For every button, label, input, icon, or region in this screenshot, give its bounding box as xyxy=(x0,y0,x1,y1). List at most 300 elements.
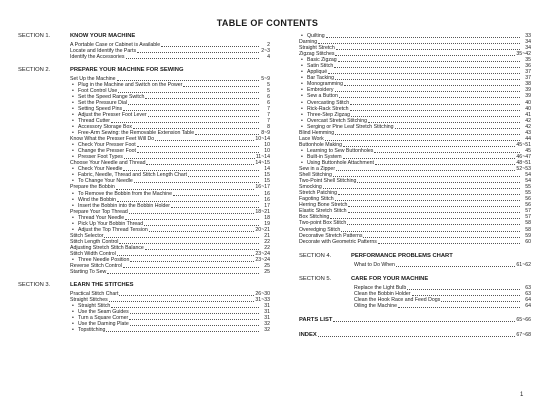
dot-leader xyxy=(145,246,259,250)
entry-label: Learning to Sew Buttonholes xyxy=(307,147,374,154)
toc-entry[interactable] xyxy=(354,262,531,268)
dot-leader xyxy=(124,155,255,159)
toc-entry[interactable] xyxy=(354,303,531,309)
entry-page: 45 xyxy=(525,147,531,154)
bullet-icon: • xyxy=(301,147,303,154)
entry-label: Prepare Your Top Thread xyxy=(70,208,128,215)
entry-label: Elastic Stretch Stitch xyxy=(299,208,347,215)
dot-leader xyxy=(347,221,520,225)
dot-leader xyxy=(161,43,259,47)
entry-page: 11~14 xyxy=(255,154,270,161)
dot-leader xyxy=(343,143,515,147)
dot-leader xyxy=(335,197,520,201)
dot-leader xyxy=(109,298,255,302)
entry-page: 63 xyxy=(525,290,531,297)
dot-leader xyxy=(107,270,259,274)
entry-page: 10 xyxy=(264,148,270,155)
entry-label: Straight Stitch xyxy=(78,302,111,309)
entry-page: 37 xyxy=(525,69,531,76)
entry-label: Quilting xyxy=(307,33,325,39)
dot-leader xyxy=(330,215,520,219)
dot-leader xyxy=(130,258,254,262)
entry-label: Stitch Width Control xyxy=(70,251,116,257)
bullet-icon: • xyxy=(301,123,303,130)
entry-label: To Remove the Bobbin from the Machine xyxy=(78,190,172,197)
section-title: LEARN THE STITCHES xyxy=(70,281,134,288)
entry-page: 57 xyxy=(525,214,531,221)
toc-section xyxy=(18,33,270,60)
entry-label: Foot Control Use xyxy=(78,87,118,94)
entry-page: 10 xyxy=(264,142,270,149)
dot-leader xyxy=(130,322,259,326)
dot-leader xyxy=(348,209,520,213)
dot-leader xyxy=(117,198,259,202)
dot-leader xyxy=(368,119,520,123)
entry-page: 64 xyxy=(525,296,531,303)
entry-label: Reverse Stitch Control xyxy=(70,263,122,270)
entry-page: 55 xyxy=(525,184,531,191)
toc-section xyxy=(18,67,270,276)
entry-label: Adjust the Presser Foot Lever xyxy=(78,111,147,118)
dot-leader xyxy=(333,318,515,322)
dot-leader xyxy=(130,310,259,314)
entry-page: 37 xyxy=(525,75,531,82)
entry-page: 42 xyxy=(525,123,531,130)
entry-page: 18~21 xyxy=(255,208,270,215)
dot-leader xyxy=(343,155,516,159)
entry-page: 60 xyxy=(525,238,531,245)
dot-leader xyxy=(137,149,259,153)
section-number: SECTION 4. xyxy=(299,252,332,259)
entry-page: 40 xyxy=(525,99,531,106)
entry-label: Decorative Stretch Patterns xyxy=(299,232,363,239)
bullet-icon: • xyxy=(301,111,303,118)
dot-leader xyxy=(338,58,520,62)
entry-label: Practical Stitch Chart xyxy=(70,290,119,297)
toc-entry[interactable] xyxy=(70,327,270,333)
dot-leader xyxy=(323,185,520,189)
entry-page: 19 xyxy=(264,220,270,227)
dot-leader xyxy=(104,234,259,238)
dot-leader xyxy=(363,234,520,238)
entry-label: Insert the Bobbin into the Bobbin Holder xyxy=(78,202,170,209)
bullet-icon: • xyxy=(301,75,303,82)
entry-page: 56 xyxy=(525,202,531,209)
dot-leader xyxy=(339,94,520,98)
entry-page: 64 xyxy=(525,302,531,309)
entry-page: 57 xyxy=(525,208,531,215)
dot-leader xyxy=(335,131,520,135)
entry-page: 42 xyxy=(525,117,531,124)
entry-page: 16~17 xyxy=(255,184,270,191)
bullet-icon: • xyxy=(72,81,74,88)
entry-label: Stitch Length Control xyxy=(70,238,119,245)
section-heading xyxy=(299,253,531,260)
toc-left-column xyxy=(18,33,270,333)
entry-page: 58 xyxy=(525,220,531,227)
entry-page: 34 xyxy=(525,45,531,52)
bullet-icon: • xyxy=(301,105,303,112)
entry-label: Overcasting Stitch xyxy=(307,99,350,106)
entry-label: Straight Stretch xyxy=(299,45,335,52)
dot-leader xyxy=(338,191,520,195)
entry-page: 45~51 xyxy=(516,141,531,148)
entry-page: 44 xyxy=(525,135,531,142)
entry-label: Zigzag Stitches xyxy=(299,51,335,58)
entry-page: 55 xyxy=(525,190,531,197)
index-entry-page: 67~68 xyxy=(516,331,531,338)
bullet-icon: • xyxy=(301,69,303,76)
dot-leader xyxy=(137,143,259,147)
entry-page: 31~33 xyxy=(255,296,270,303)
dot-leader xyxy=(350,101,520,105)
section-title: PERFORMANCE PROBLEMS CHART xyxy=(351,252,453,259)
bullet-icon: • xyxy=(72,172,74,179)
entry-page: 25 xyxy=(264,269,270,276)
dot-leader xyxy=(149,228,255,232)
section-entries xyxy=(70,291,270,333)
entry-page: 32 xyxy=(264,326,270,333)
entry-label: Sew in a Zipper xyxy=(299,166,336,173)
entry-page: 39 xyxy=(525,87,531,94)
entry-page: 5 xyxy=(267,87,270,94)
dot-leader xyxy=(126,55,260,59)
dot-leader xyxy=(173,192,259,196)
dot-leader xyxy=(106,328,259,332)
dot-leader xyxy=(350,107,520,111)
entry-page: 59 xyxy=(525,232,531,239)
bullet-icon: • xyxy=(72,93,74,100)
entry-label: Stitch Selector xyxy=(70,232,104,239)
bullet-icon: • xyxy=(301,87,303,94)
bullet-icon: • xyxy=(301,33,303,39)
dot-leader xyxy=(351,113,520,117)
bullet-icon: • xyxy=(72,142,74,149)
entry-label: Thread Cutter xyxy=(78,117,111,124)
entry-label: Lace Work xyxy=(299,135,324,142)
entry-page: 25 xyxy=(264,263,270,270)
dot-leader xyxy=(117,252,255,256)
entry-label: Sew a Button xyxy=(307,93,338,100)
dot-leader xyxy=(326,34,520,38)
entry-label: Check Your Presser Foot xyxy=(78,142,136,149)
section-heading xyxy=(18,33,270,40)
bullet-icon: • xyxy=(72,314,74,321)
toc-section xyxy=(299,276,531,309)
entry-label: Fabric, Needle, Thread and Stitch Length Chart xyxy=(78,172,187,179)
entry-page: 14 xyxy=(264,166,270,173)
entry-label: Decorate with Geometric Patterns xyxy=(299,238,377,245)
entry-label: Darning xyxy=(299,39,318,46)
dot-leader xyxy=(335,88,520,92)
entry-page: 58 xyxy=(525,226,531,233)
dot-leader xyxy=(119,292,254,296)
entry-page: 2 xyxy=(267,42,270,48)
entry-label: Rick-Rack Stretch xyxy=(307,105,349,112)
index-entry[interactable] xyxy=(299,332,531,339)
dot-leader xyxy=(116,186,255,190)
section-heading xyxy=(18,282,270,289)
dot-leader xyxy=(123,167,259,171)
entry-page: 23~24 xyxy=(255,257,270,264)
entry-label: Prepare the Bobbin xyxy=(70,184,115,191)
dot-leader xyxy=(318,40,520,44)
section-title: KNOW YOUR MACHINE xyxy=(70,33,136,39)
dot-leader xyxy=(335,76,520,80)
entry-label: Two-Point Shell Stitching xyxy=(299,178,357,185)
entry-page: 22 xyxy=(264,244,270,251)
entry-label: Change the Presser Foot xyxy=(78,148,136,155)
bullet-icon: • xyxy=(72,166,74,173)
entry-page: 40 xyxy=(525,105,531,112)
entry-label: Choose Your Needle and Thread xyxy=(70,160,146,167)
entry-label: Herring Bone Stretch xyxy=(299,202,348,209)
entry-label: Use the Darning Plate xyxy=(78,320,129,327)
bullet-icon: • xyxy=(72,124,74,131)
entry-page: 34 xyxy=(525,39,531,46)
entry-page: 2~3 xyxy=(261,48,270,55)
bullet-icon: • xyxy=(72,190,74,197)
entry-label: Adjusting Stretch Stitch Balance xyxy=(70,244,144,251)
toc-entry[interactable] xyxy=(70,269,270,275)
entry-label: Clean the Bobbin Holder xyxy=(354,290,411,297)
section-entries xyxy=(354,285,531,309)
toc-section xyxy=(299,253,531,268)
entry-page: 48~51 xyxy=(516,159,531,166)
dot-leader xyxy=(137,49,259,53)
entry-label: Plug in the Machine and Switch on the Power xyxy=(78,81,183,88)
dot-leader xyxy=(144,222,259,226)
bullet-icon: • xyxy=(72,226,74,233)
dot-leader xyxy=(111,119,259,123)
entry-page: 15 xyxy=(264,172,270,179)
entry-label: Box Stitching xyxy=(299,214,330,221)
dot-leader xyxy=(335,52,515,56)
entry-page: 5 xyxy=(267,81,270,88)
entry-page: 7 xyxy=(267,117,270,124)
entry-page: 20~21 xyxy=(255,226,270,233)
entry-page: 16 xyxy=(264,190,270,197)
section-title: PREPARE YOUR MACHINE FOR SEWING xyxy=(70,66,184,73)
entry-label: Topstitching xyxy=(78,326,106,333)
entry-label: Set the Pressure Dial xyxy=(78,99,128,106)
entry-label: Identify the Accessories xyxy=(70,54,125,61)
entry-label: Adjust the Top Thread Tension xyxy=(78,226,148,233)
entry-page: 7 xyxy=(267,111,270,118)
dot-leader xyxy=(129,210,255,214)
entry-label: Accessory Storage Box xyxy=(78,124,132,131)
entry-page: 5~9 xyxy=(261,75,270,82)
entry-label: Presser Foot Types xyxy=(78,154,123,161)
dot-leader xyxy=(123,264,259,268)
bullet-icon: • xyxy=(72,154,74,161)
dot-leader xyxy=(348,203,520,207)
dot-leader xyxy=(111,304,259,308)
section-number: SECTION 1. xyxy=(18,33,51,39)
entry-label: Serging or Pine Leaf Stretch Stitching xyxy=(307,123,394,130)
toc-section xyxy=(18,282,270,333)
bullet-icon: • xyxy=(72,148,74,155)
dot-leader xyxy=(396,263,515,267)
dot-leader xyxy=(146,161,254,165)
entry-page: 4 xyxy=(267,54,270,61)
entry-label: Set Up the Machine xyxy=(70,75,116,82)
dot-leader xyxy=(378,240,520,244)
entry-page: 6 xyxy=(267,93,270,100)
entry-label: Thread Your Needle xyxy=(78,214,125,221)
page-title: TABLE OF CONTENTS xyxy=(216,18,319,28)
entry-page: 36 xyxy=(525,63,531,70)
dot-leader xyxy=(375,161,516,165)
entry-page: 15 xyxy=(264,178,270,185)
dot-leader xyxy=(145,95,259,99)
entry-label: Overcast Stretch Stitching xyxy=(307,117,367,124)
entry-label: To Change Your Needle xyxy=(78,178,133,185)
dot-leader xyxy=(133,125,259,129)
entry-page: 17 xyxy=(264,202,270,209)
dot-leader xyxy=(412,292,520,296)
section-entries xyxy=(70,76,270,276)
section-heading xyxy=(299,276,531,283)
bullet-icon: • xyxy=(72,320,74,327)
dot-leader xyxy=(407,286,520,290)
entry-label: Three-Step Zigzag xyxy=(307,111,350,118)
parts-list-entry[interactable] xyxy=(299,317,531,324)
dot-leader xyxy=(395,125,520,129)
entry-label: Overedging Stitch xyxy=(299,226,341,233)
dot-leader xyxy=(318,333,516,337)
entry-label: Shell Stitching xyxy=(299,172,332,179)
entry-page: 31 xyxy=(264,308,270,315)
bullet-icon: • xyxy=(72,302,74,309)
dot-leader xyxy=(188,173,259,177)
entry-page: 41 xyxy=(525,111,531,118)
dot-leader xyxy=(336,167,515,171)
bullet-icon: • xyxy=(72,87,74,94)
bullet-icon: • xyxy=(301,153,303,160)
entry-page: 6 xyxy=(267,99,270,106)
dot-leader xyxy=(328,70,520,74)
section-number: SECTION 2. xyxy=(18,66,51,73)
entry-label: Blind Hemming xyxy=(299,129,335,136)
dot-leader xyxy=(118,89,259,93)
bullet-icon: • xyxy=(72,326,74,333)
entry-page: 31 xyxy=(264,302,270,309)
entry-page: 32 xyxy=(264,320,270,327)
entry-page: 38 xyxy=(525,81,531,88)
entry-page: 46~47 xyxy=(516,153,531,160)
bullet-icon: • xyxy=(72,257,74,264)
dot-leader xyxy=(148,113,259,117)
entry-label: Locate and Identify the Parts xyxy=(70,48,137,55)
entry-page: 35 xyxy=(525,57,531,64)
dot-leader xyxy=(441,298,520,302)
entry-label: A Portable Case or Cabinet is Available xyxy=(70,42,161,48)
entry-page: 33 xyxy=(525,33,531,39)
entry-page: 56 xyxy=(525,196,531,203)
bullet-icon: • xyxy=(72,196,74,203)
toc-entry[interactable] xyxy=(70,54,270,60)
section-number: SECTION 3. xyxy=(18,281,51,288)
bullet-icon: • xyxy=(72,105,74,112)
dot-leader xyxy=(183,83,259,87)
dot-leader xyxy=(117,77,259,81)
section-heading xyxy=(18,67,270,74)
entry-label: Free-Arm Sewing: the Removable Extension Table xyxy=(78,130,195,137)
entry-page: 8~9 xyxy=(261,130,270,137)
entry-label: Starting To Sew xyxy=(70,269,107,276)
dot-leader xyxy=(344,82,520,86)
bullet-icon: • xyxy=(301,159,303,166)
section-number: SECTION 5. xyxy=(299,275,332,282)
entry-page: 54 xyxy=(525,178,531,185)
entry-label: What to Do When xyxy=(354,261,395,268)
dot-leader xyxy=(129,316,259,320)
entry-label: Stretch Patching xyxy=(299,190,338,197)
entry-label: Satin Stitch xyxy=(307,63,334,70)
entry-label: Buttonhole Making xyxy=(299,141,342,148)
entry-label: Fagoting Stitch xyxy=(299,196,334,203)
entry-label: Setting Speed Pins xyxy=(78,105,123,112)
section-title: CARE FOR YOUR MACHINE xyxy=(351,275,429,282)
toc-entry[interactable] xyxy=(299,239,531,245)
dot-leader xyxy=(398,304,520,308)
entry-label: Wind the Bobbin xyxy=(78,196,117,203)
entry-label: Basic Zigzag xyxy=(307,57,337,64)
dot-leader xyxy=(341,228,520,232)
dot-leader xyxy=(195,131,259,135)
dot-leader xyxy=(333,173,520,177)
entry-page: 31 xyxy=(264,314,270,321)
bullet-icon: • xyxy=(72,202,74,209)
entry-label: Appliqué xyxy=(307,69,328,76)
entry-page: 16 xyxy=(264,196,270,203)
dot-leader xyxy=(357,179,520,183)
dot-leader xyxy=(123,107,259,111)
dot-leader xyxy=(334,64,520,68)
entry-page: 54 xyxy=(525,172,531,179)
entry-label: Clean the Hook Race and Feed Dogs xyxy=(354,296,441,303)
entry-page: 7 xyxy=(267,105,270,112)
entry-page: 21 xyxy=(264,232,270,239)
bullet-icon: • xyxy=(301,81,303,88)
entry-page: 23~24 xyxy=(255,251,270,257)
bullet-icon: • xyxy=(301,57,303,64)
section-entries xyxy=(354,262,531,268)
entry-label: Pick Up Your Bobbin Thread xyxy=(78,220,144,227)
dot-leader xyxy=(119,240,259,244)
entry-page: 43 xyxy=(525,129,531,136)
bullet-icon: • xyxy=(301,117,303,124)
dot-leader xyxy=(336,46,520,50)
dot-leader xyxy=(374,149,520,153)
entry-page: 52~53 xyxy=(516,166,531,173)
toc-right-column xyxy=(299,33,531,339)
entry-page: 39 xyxy=(525,93,531,100)
entry-page: 10~14 xyxy=(255,136,270,143)
entry-page: 8 xyxy=(267,124,270,131)
bullet-icon: • xyxy=(72,130,74,137)
dot-leader xyxy=(325,137,520,141)
entry-label: Oiling the Machine xyxy=(354,302,397,309)
entry-label: Set the Speed Range Switch xyxy=(78,93,145,100)
entry-label: Built-in System xyxy=(307,153,342,160)
entry-label: Check Your Needle xyxy=(78,166,123,173)
dot-leader xyxy=(155,137,254,141)
dot-leader xyxy=(171,204,259,208)
entry-label: Monogramming xyxy=(307,81,344,88)
entry-label: Turn a Square Corner xyxy=(78,314,129,321)
